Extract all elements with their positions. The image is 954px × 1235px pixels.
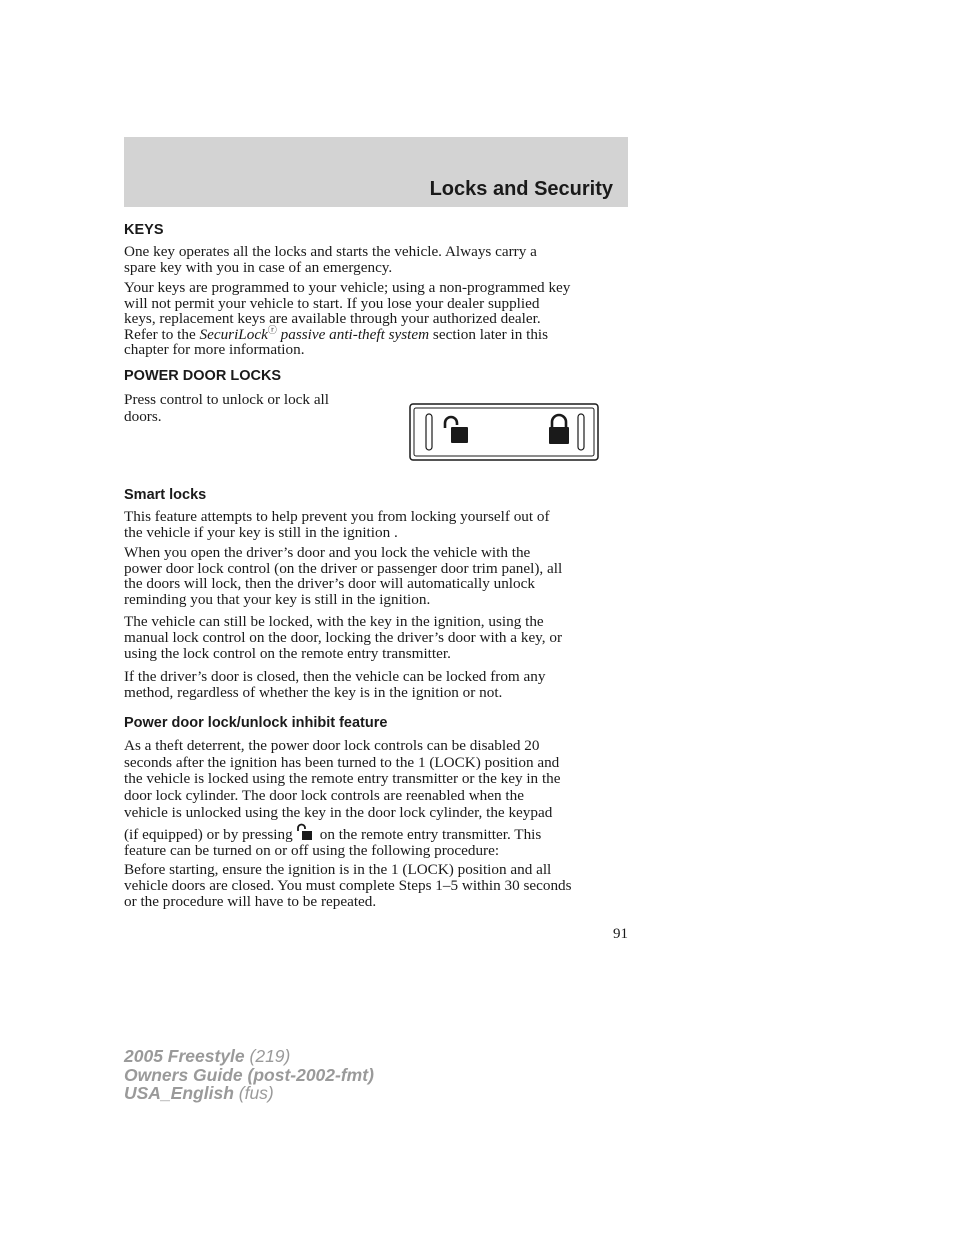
- text-line: One key operates all the locks and starts the vehicle. Always carry a: [124, 243, 537, 260]
- system-name: passive anti-theft system: [276, 325, 430, 343]
- text-line: Press control to unlock or lock all: [124, 391, 329, 408]
- text-line: As a theft deterrent, the power door lock controls can be disabled 20: [124, 737, 540, 754]
- power-door-locks-heading: POWER DOOR LOCKS: [124, 368, 282, 384]
- text-line: door lock cylinder. The door lock controls are reenabled when the: [124, 787, 524, 805]
- text-line: using the lock control on the remote entry transmitter.: [124, 645, 451, 662]
- door-lock-switch-illustration: [409, 403, 599, 461]
- text-line: power door lock control (on the driver or passenger door trim panel), all: [124, 559, 563, 577]
- keys-paragraph-1: [124, 244, 628, 275]
- page-number: 91: [613, 926, 628, 942]
- footer-line-2: [124, 1066, 374, 1085]
- text-line: manual lock control on the door, locking the driver’s door with a key, or: [124, 629, 563, 646]
- smart-locks-paragraph-1: [124, 509, 628, 540]
- text-line: will not permit your vehicle to start. If you lose your dealer supplied: [124, 294, 540, 312]
- text-line: method, regardless of whether the key is in the ignition or not.: [124, 684, 503, 701]
- footer-language-code: (fus): [233, 1083, 274, 1103]
- text-line: Your keys are programmed to your vehicle; using a non-programmed key: [124, 279, 571, 296]
- inhibit-paragraph-1: [124, 738, 628, 860]
- smart-locks-paragraph-4: [124, 669, 628, 701]
- text-line: the doors will lock, then the driver’s door will automatically unlock: [124, 575, 535, 592]
- ref-suffix: section later in this: [429, 325, 549, 343]
- keys-heading: KEYS: [124, 222, 164, 238]
- registered-mark: ⓡ: [267, 324, 277, 335]
- footer-guide: Owners Guide (post-2002-fmt): [124, 1064, 374, 1085]
- footer-line-3: [124, 1084, 374, 1103]
- document-footer: [124, 1047, 374, 1103]
- keys-paragraph-2: [124, 280, 628, 358]
- text-line: If the driver’s door is closed, then the vehicle can be locked from any: [124, 668, 546, 685]
- text-line: The vehicle can still be locked, with the key in the ignition, using the: [124, 613, 544, 630]
- icon-text-after: on the remote entry transmitter. This: [319, 825, 542, 843]
- text-line: chapter for more information.: [124, 341, 305, 358]
- footer-language: USA_English: [124, 1083, 234, 1103]
- text-line: vehicle doors are closed. You must complete Steps 1–5 within 30 seconds: [124, 877, 572, 894]
- inhibit-paragraph-2: [124, 862, 628, 910]
- securilock-name: SecuriLock: [199, 325, 268, 343]
- unlock-icon: [296, 823, 314, 841]
- text-line: doors.: [124, 408, 162, 425]
- section-header-band: [124, 137, 628, 207]
- footer-model-code: (219): [244, 1046, 291, 1066]
- footer-line-1: [124, 1047, 374, 1066]
- smart-locks-heading: Smart locks: [124, 487, 207, 503]
- text-line: spare key with you in case of an emergency.: [124, 258, 393, 276]
- smart-locks-paragraph-2: [124, 545, 628, 607]
- text-line: feature can be turned on or off using the following procedure:: [124, 842, 500, 860]
- text-line: vehicle is unlocked using the key in the door lock cylinder, the keypad: [124, 803, 553, 821]
- text-line: reminding you that your key is still in the ignition.: [124, 590, 431, 608]
- text-line: seconds after the ignition has been turned to the 1 (LOCK) position and: [124, 753, 560, 771]
- ref-prefix: Refer to the: [124, 325, 200, 343]
- text-line: keys, replacement keys are available through your authorized dealer.: [124, 310, 541, 327]
- text-line: or the procedure will have to be repeated.: [124, 893, 377, 910]
- text-line: the vehicle is locked using the remote entry transmitter or the key in the: [124, 770, 561, 788]
- footer-model: 2005 Freestyle: [124, 1046, 245, 1066]
- text-line-with-icon: [124, 823, 628, 844]
- text-line: This feature attempts to help prevent you from locking yourself out of: [124, 508, 550, 525]
- text-line-reference: [124, 324, 628, 343]
- text-line: the vehicle if your key is still in the ignition .: [124, 523, 398, 541]
- inhibit-feature-heading: Power door lock/unlock inhibit feature: [124, 715, 388, 731]
- text-line: Before starting, ensure the ignition is in the 1 (LOCK) position and all: [124, 861, 552, 878]
- text-line: When you open the driver’s door and you lock the vehicle with the: [124, 544, 531, 561]
- smart-locks-paragraph-3: [124, 614, 628, 662]
- icon-text-before: (if equipped) or by pressing: [124, 825, 293, 843]
- section-title: Locks and Security: [429, 178, 613, 200]
- power-door-locks-paragraph: [124, 391, 364, 425]
